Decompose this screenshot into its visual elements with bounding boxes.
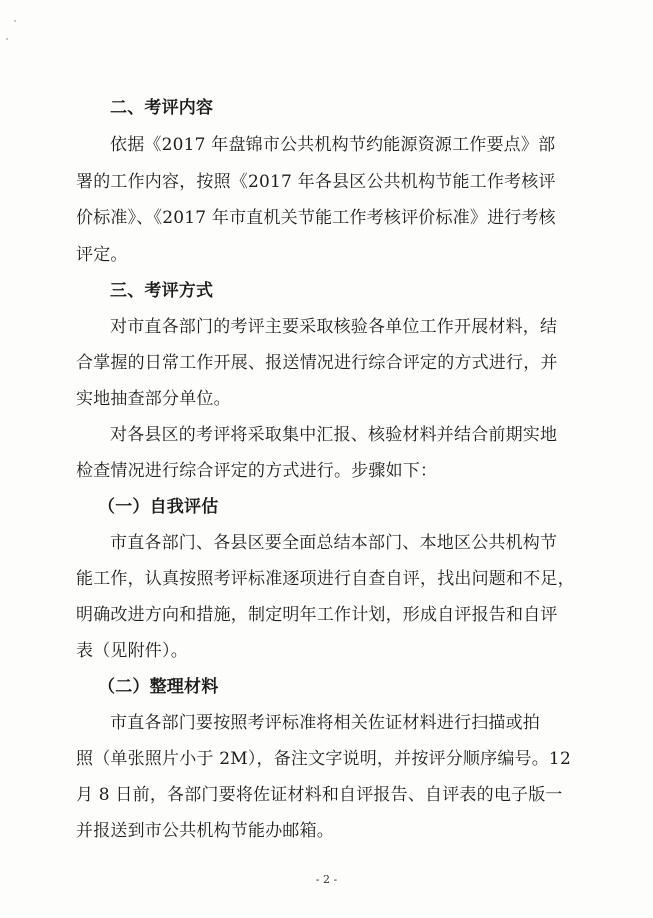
paragraph-line: 市直各部门、各县区要全面总结本部门、本地区公共机构节 bbox=[110, 533, 558, 553]
paragraph-line: 表（见附件）。 bbox=[76, 641, 188, 661]
section-heading-evaluation-content: 二、考评内容 bbox=[110, 98, 214, 118]
page-number: - 2 - bbox=[315, 873, 338, 886]
paragraph-line: 署的工作内容，按照《2017 年各县区公共机构节能工作考核评 bbox=[76, 172, 556, 192]
paragraph-line: 月 8 日前，各部门要将佐证材料和自评报告、自评表的电子版一 bbox=[76, 785, 563, 805]
paragraph-line: 对各县区的考评将采取集中汇报、核验材料并结合前期实地 bbox=[110, 425, 558, 445]
paragraph-line: 市直各部门要按照考评标准将相关佐证材料进行扫描或拍 bbox=[110, 713, 540, 733]
paragraph-line: 价标准》、《2017 年市直机关节能工作考核评价标准》进行考核 bbox=[76, 208, 556, 228]
paragraph-line: 对市直各部门的考评主要采取核验各单位工作开展材料，结 bbox=[110, 317, 558, 337]
subsection-heading-organize-materials: （二）整理材料 bbox=[98, 677, 219, 697]
scan-speck bbox=[14, 20, 16, 22]
paragraph-line: 能工作，认真按照考评标准逐项进行自查自评，找出问题和不足， bbox=[76, 569, 575, 589]
subsection-heading-self-assessment: （一）自我评估 bbox=[98, 497, 219, 517]
paragraph-line: 明确改进方向和措施，制定明年工作计划，形成自评报告和自评 bbox=[76, 605, 558, 625]
paragraph-line: 依据《2017 年盘锦市公共机构节约能源资源工作要点》部 bbox=[110, 135, 556, 155]
paragraph-line: 照（单张照片小于 2M），备注文字说明，并按评分顺序编号。12 bbox=[76, 749, 571, 769]
scan-speck bbox=[6, 38, 8, 40]
section-heading-evaluation-method: 三、考评方式 bbox=[110, 281, 214, 301]
paragraph-line: 实地抽查部分单位。 bbox=[76, 389, 231, 409]
paragraph-line: 评定。 bbox=[76, 245, 128, 265]
paragraph-line: 合掌握的日常工作开展、报送情况进行综合评定的方式进行，并 bbox=[76, 353, 558, 373]
paragraph-line: 检查情况进行综合评定的方式进行。步骤如下： bbox=[76, 461, 438, 481]
paragraph-line: 并报送到市公共机构节能办邮箱。 bbox=[76, 821, 334, 841]
